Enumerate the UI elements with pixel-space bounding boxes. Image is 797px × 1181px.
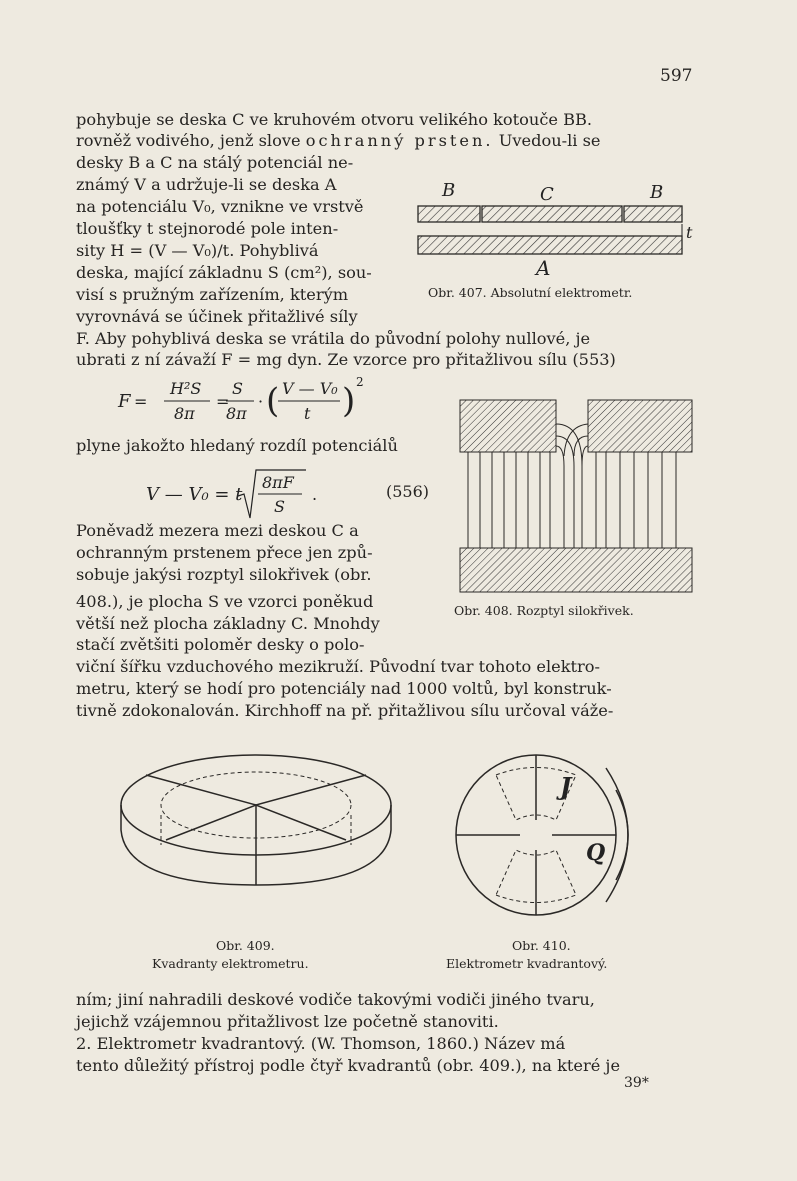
text-line: ubrati z ní závaží F = mg dyn. Ze vzorce pro přitažlivou sílu (553) [76,350,616,369]
svg-text:8π: 8π [226,404,247,423]
text-line: desky B a C na stálý potenciál ne- [76,153,354,172]
svg-text:S: S [232,379,243,398]
plate-C [482,206,622,222]
text-line: na potenciálu V₀, vznikne ve vrstvě [76,197,364,216]
svg-text:=: = [134,392,148,411]
text-line: 408.), je plocha S ve vzorci poněkud [76,592,374,611]
text-line: stačí zvětšiti poloměr desky o polo- [76,635,365,654]
plate-A [418,236,682,254]
svg-text:V — V₀ = t: V — V₀ = t [146,484,243,505]
text-line: viční šířku vzduchového mezikruží. Původní tvar tohoto elektro- [76,657,601,676]
figure-410-caption-num: Obr. 410. [512,938,571,953]
guard-ring-left [418,206,480,222]
figure-410-caption: Elektrometr kvadrantový. [446,956,608,971]
text-line: pohybuje se deska C ve kruhovém otvoru velikého kotouče BB. [76,110,593,129]
text-line: tloušťky t stejnorodé pole inten- [76,219,339,238]
svg-text:t: t [304,404,311,423]
label-C: C [540,184,554,205]
svg-text:V — V₀: V — V₀ [282,379,338,398]
svg-text:F: F [118,391,131,412]
text-line: plyne jakožto hledaný rozdíl potenciálů [76,436,398,455]
svg-text:·: · [258,392,264,411]
label-Q: Q [586,840,606,866]
text-line: ochranným prstenem přece jen způ- [76,543,373,562]
text-line: Poněvadž mezera mezi deskou C a [76,521,359,540]
equation-2-number: (556) [386,482,430,501]
text-line: deska, mající základnu S (cm²), sou- [76,263,372,282]
text-line: tento důležitý přístroj podle čtyř kvadrantů (obr. 409.), na které je [76,1056,621,1075]
text-line: sity H = (V — V₀)/t. Pohyblivá [76,241,319,260]
svg-text:.: . [312,485,318,504]
svg-text:2: 2 [356,375,364,389]
svg-text:=: = [216,392,230,411]
svg-text:S: S [274,497,285,516]
figure-410-diagram [440,740,640,930]
svg-text:H²S: H²S [170,379,202,398]
svg-text:8π: 8π [174,404,195,423]
equation-2 [146,466,366,526]
label-A: A [536,256,551,280]
text-span: rovněž vodivého, jenž slove [76,131,301,150]
text-line: tivně zdokonalován. Kirchhoff na př. přitažlivou sílu určoval váže- [76,701,614,720]
text-line: metru, který se hodí pro potenciály nad 1000 voltů, byl konstruk- [76,679,612,698]
text-line: sobuje jakýsi rozptyl silokřivek (obr. [76,565,372,584]
figure-408-diagram [456,396,696,596]
text-line: F. Aby pohyblivá deska se vrátila do původní polohy nullové, je [76,329,591,348]
text-line: vyrovnává se účinek přitažlivé síly [76,307,358,326]
text-line: známý V a udržuje-li se deska A [76,175,337,194]
guard-ring-right [624,206,682,222]
label-B-left: B [442,180,456,201]
label-B-right: B [650,182,664,203]
label-t: t [686,223,693,242]
text-line: větší než plocha základny C. Mnohdy [76,614,380,633]
page-number: 597 [660,66,693,86]
text-line [76,131,600,151]
figure-408-caption: Obr. 408. Rozptyl silokřivek. [454,603,634,618]
svg-text:(: ( [266,381,280,421]
text-line: jejichž vzájemnou přitažlivost lze početně stanoviti. [76,1012,499,1031]
text-line: 2. Elektrometr kvadrantový. (W. Thomson, 1860.) Název má [76,1034,566,1053]
figure-409-caption: Kvadranty elektrometru. [152,956,309,971]
signature-mark: 39* [624,1075,649,1091]
text-line: ním; jiní nahradili deskové vodiče takovými vodiči jiného tvaru, [76,990,595,1009]
figure-407-caption: Obr. 407. Absolutní elektrometr. [428,285,633,300]
svg-text:): ) [342,381,356,421]
equation-2-text [0,0,1,1]
equation-1 [118,372,378,432]
text-line: visí s pružným zařízením, kterým [76,285,349,304]
label-J: J [560,772,572,801]
figure-409-caption-num: Obr. 409. [216,938,275,953]
text-span: Uvedou-li se [493,131,601,150]
figure-409-diagram [106,745,406,925]
figure-407-diagram [410,180,710,280]
svg-text:8πF: 8πF [262,473,294,492]
spaced-term: ochranný prsten. [305,131,494,150]
